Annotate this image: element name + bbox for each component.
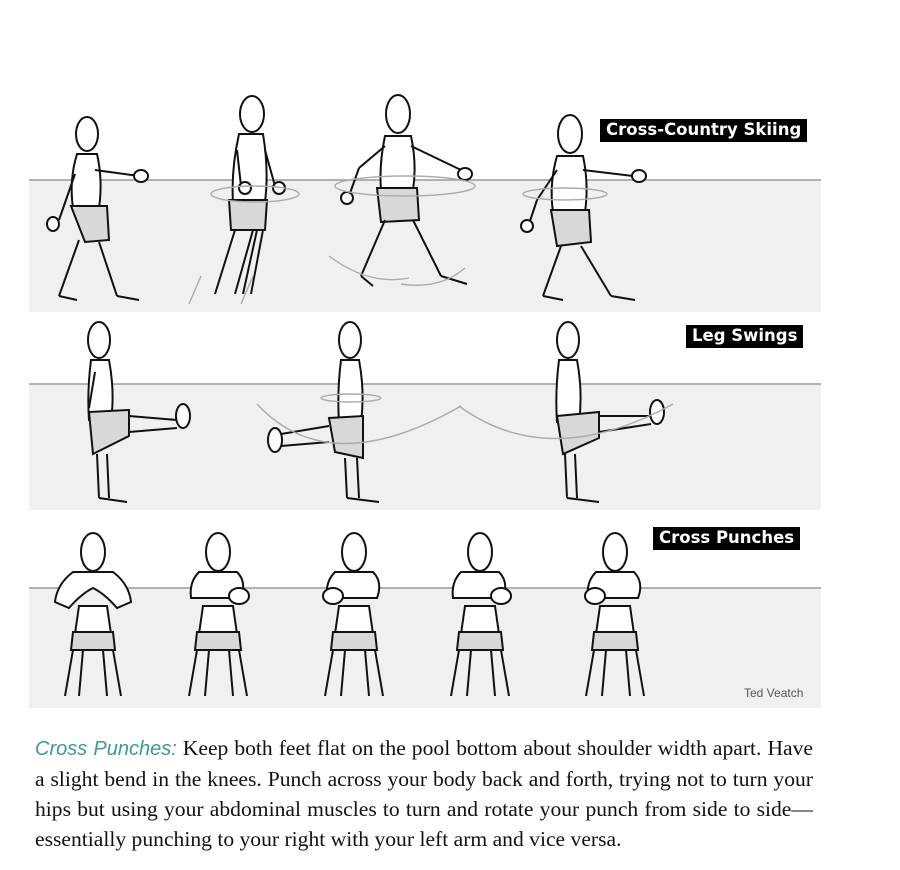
caption-text: Keep both feet flat on the pool bottom about shoulder width apart. Have a slight bend in the knees. Punch across your body back and forth, trying not to turn your hips but using your abdominal muscles to turn and rotate your punch from side to side—essentially punching to your right with your left arm and vice versa. [35, 736, 814, 851]
panel-cross-punches [29, 510, 821, 708]
illustrator-credit: Ted Veatch [744, 686, 804, 700]
section-label-cross-punches: Cross Punches [653, 527, 800, 550]
panel-leg-swings [29, 312, 821, 510]
section-label-cross-country-skiing: Cross-Country Skiing [600, 119, 807, 142]
section-label-leg-swings: Leg Swings [686, 325, 803, 348]
panel-cross-country-skiing [29, 90, 821, 312]
caption-lead: Cross Punches: [35, 738, 177, 760]
caption-paragraph [35, 733, 813, 854]
